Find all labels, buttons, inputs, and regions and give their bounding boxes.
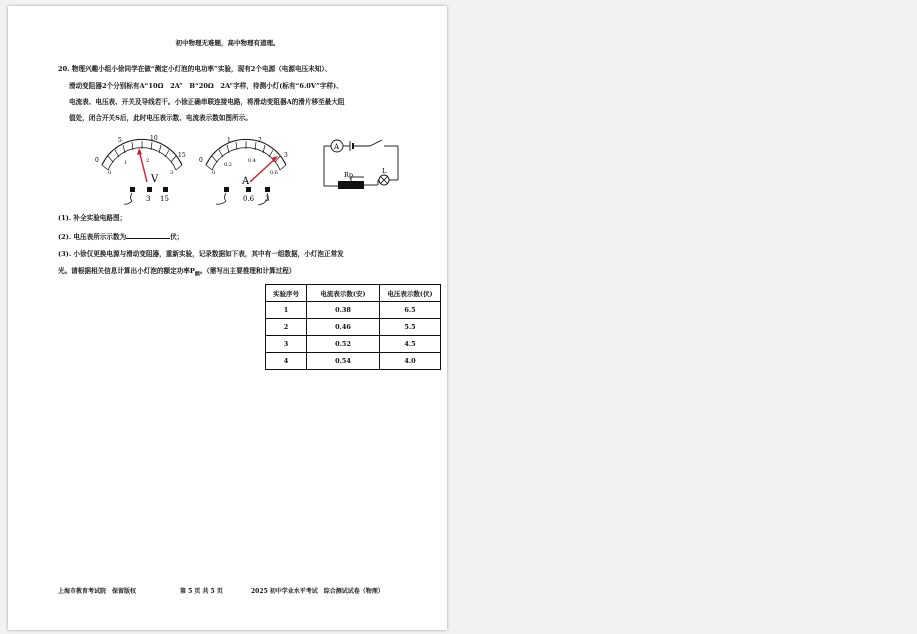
voltmeter-terminal-15: 15	[160, 195, 169, 203]
page-header: 初中物理无难题，高中物理有道理。	[175, 39, 280, 47]
sub-question-3-line-1: (3). 小徐仅更换电源与滑动变阻器，重新实验，记录数据如下表，其中有一组数据，小灯泡正常发	[58, 250, 344, 258]
question-line-2: 滑动变阻器2个分别标有A“10Ω 2A” B“20Ω 2A”字样，待测小灯(标有“6.0V”字样)、	[69, 82, 343, 90]
ammeter-bottom-0-4: 0.4	[248, 158, 256, 164]
ammeter-terminal-0-6: 0.6	[243, 195, 255, 203]
ammeter-figure	[194, 130, 294, 208]
table-row	[266, 319, 441, 336]
sub-question-3-sub: 额	[194, 271, 200, 278]
ammeter-bottom-0-2: 0.2	[224, 162, 232, 168]
data-table	[265, 284, 441, 370]
table-cell: 0.52	[307, 336, 380, 353]
table-cell: 0.46	[307, 319, 380, 336]
table-cell: 5.5	[380, 319, 441, 336]
table-header: 电压表示数(伏)	[380, 285, 441, 302]
voltmeter-needle	[139, 150, 150, 182]
circuit-ammeter-label: A	[334, 143, 340, 151]
voltmeter-bottom-0: 0	[108, 170, 112, 176]
sub-question-2-prefix: (2). 电压表所示示数为	[58, 233, 127, 241]
voltmeter-terminal-3: 3	[146, 195, 151, 203]
ammeter-top-3: 3	[284, 152, 288, 159]
voltmeter-bottom-2: 2	[146, 158, 150, 164]
voltmeter-top-5: 5	[118, 137, 122, 144]
table-cell: 1	[266, 302, 307, 319]
table-cell: 4.5	[380, 336, 441, 353]
voltmeter-top-0: 0	[95, 157, 99, 164]
voltmeter-top-10: 10	[150, 135, 158, 142]
answer-blank[interactable]	[126, 231, 170, 239]
sub-question-1: (1). 补全实验电路图；	[58, 214, 127, 222]
footer-page-number: 第 5 页 共 5 页	[180, 588, 223, 595]
footer-right: 2025 初中学业水平考试 综合测试试卷（物理）	[251, 588, 384, 595]
table-cell: 4.0	[380, 353, 441, 370]
document-page	[8, 6, 447, 630]
circuit-rheostat-label: Rp	[344, 171, 354, 179]
footer-left: 上海市教育考试院 保留版权	[58, 588, 137, 595]
table-row	[266, 336, 441, 353]
ammeter-bottom-0-6: 0.6	[270, 170, 278, 176]
sub-question-2	[58, 231, 183, 242]
ammeter-bottom-0: 0	[212, 170, 216, 176]
table-header-row	[266, 285, 441, 302]
table-row	[266, 302, 441, 319]
table-cell: 3	[266, 336, 307, 353]
table-cell: 0.38	[307, 302, 380, 319]
sub-question-3-prefix: 光。请根据相关信息计算出小灯泡的额定功率P	[58, 267, 195, 275]
ammeter-symbol: A	[242, 176, 250, 187]
voltmeter-top-15: 15	[178, 152, 186, 159]
table-cell: 6.5	[380, 302, 441, 319]
sub-question-2-suffix: 伏；	[170, 233, 184, 241]
table-cell: 4	[266, 353, 307, 370]
voltmeter-bottom-3: 3	[170, 170, 174, 176]
sub-question-3-line-2	[58, 266, 295, 279]
ammeter-top-2: 2	[258, 137, 262, 144]
table-row	[266, 353, 441, 370]
question-line-4: 值处，闭合开关S后，此时电压表示数、电流表示数如图所示。	[69, 114, 252, 122]
question-line-1: 20. 物理兴趣小组小徐同学在做“测定小灯泡的电功率”实验，现有2个电源（电源电压未知）、	[58, 65, 332, 73]
table-header: 实验序号	[266, 285, 307, 302]
ammeter-top-0: 0	[199, 157, 203, 164]
ammeter-top-1: 1	[227, 137, 231, 144]
circuit-lamp-label: L	[382, 167, 387, 175]
voltmeter-symbol: V	[151, 174, 159, 185]
circuit-diagram	[318, 130, 408, 196]
ammeter-terminal-3: 3	[265, 195, 270, 203]
table-cell: 0.54	[307, 353, 380, 370]
sub-question-3-suffix: 。（需写出主要推理和计算过程）	[199, 267, 296, 275]
table-header: 电流表示数(安)	[307, 285, 380, 302]
table-cell: 2	[266, 319, 307, 336]
voltmeter-figure	[88, 130, 198, 208]
voltmeter-bottom-1: 1	[124, 160, 128, 166]
question-line-3: 电流表、电压表、开关及导线若干。小徐正确串联连接电路，将滑动变阻器A的滑片移至最大阻	[69, 98, 345, 106]
